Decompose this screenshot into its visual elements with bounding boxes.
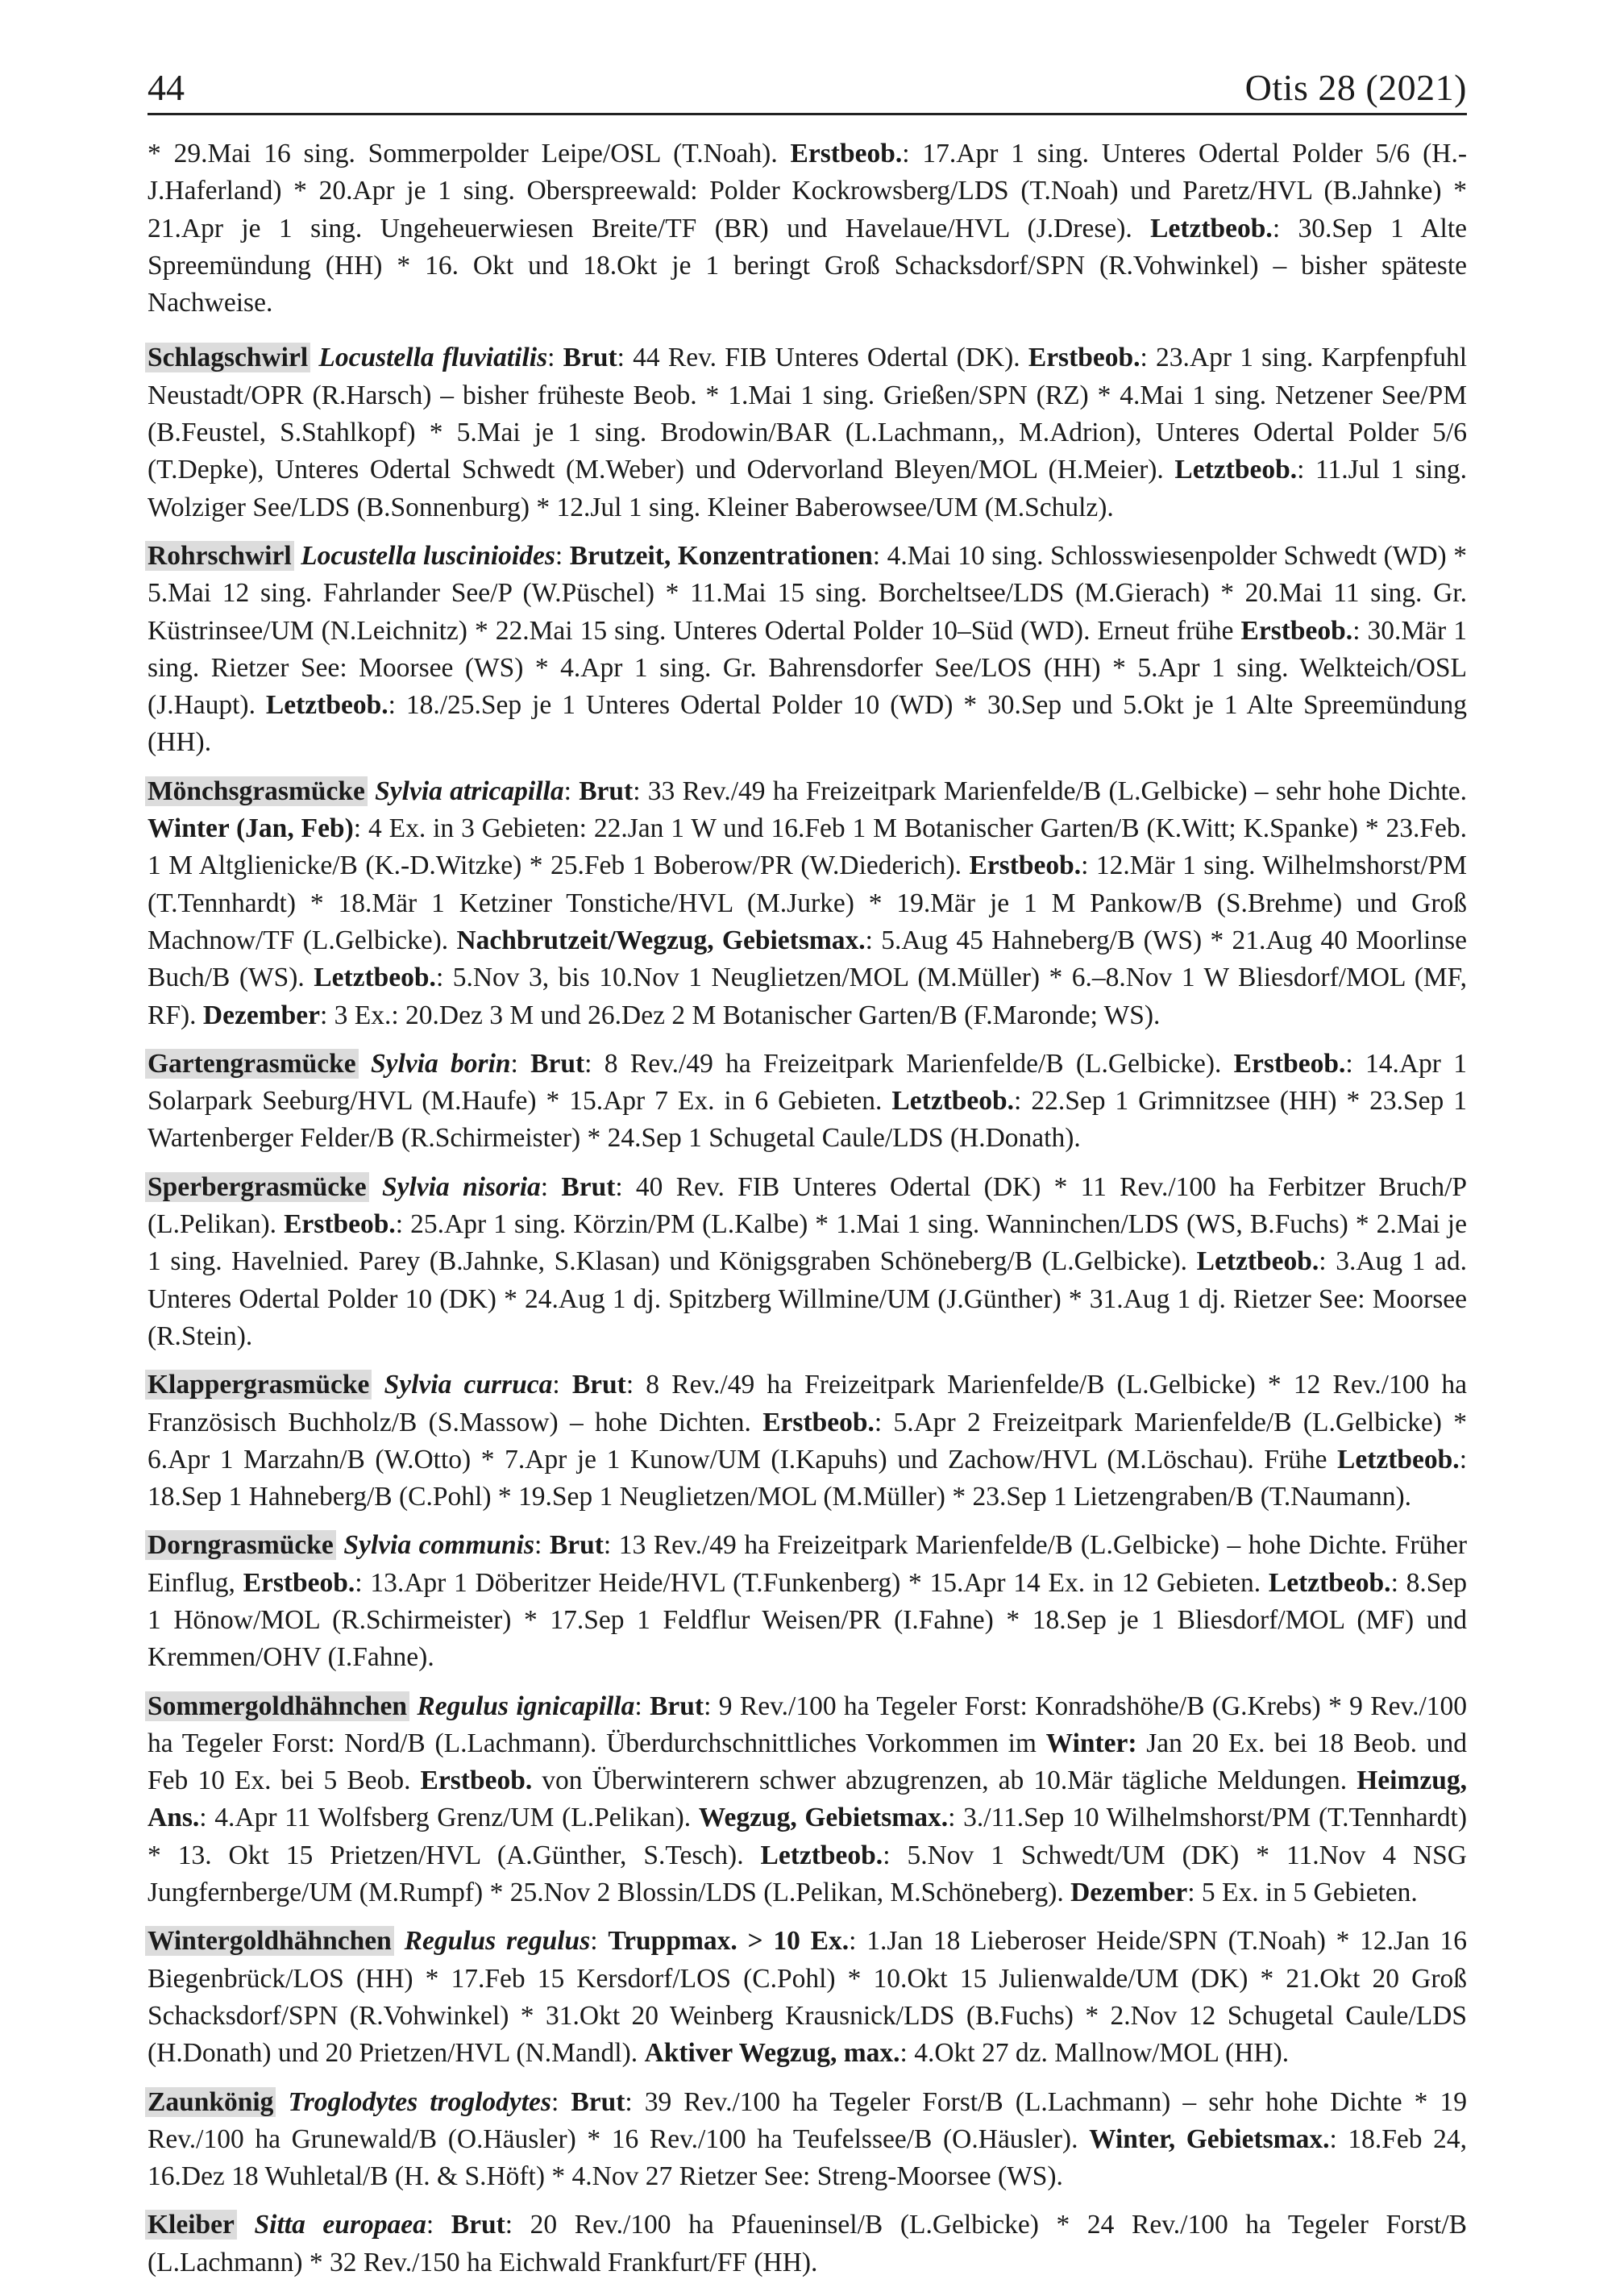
species-name: Gartengrasmücke xyxy=(145,1049,359,1079)
entry-text: : xyxy=(563,776,580,806)
entry-text: : 5.Apr 2 Freizeitpark Marienfelde/B (L.Gelbicke) * 6.Apr 1 Marzahn/B (W.Otto) * 7.Apr je 1 Kunow/UM (I.Kapuhs) und Zachow/HVL (M.Löschau). Frühe xyxy=(147,1407,1467,1475)
entry-text: : 8 Rev./49 ha Freizeitpark Marienfelde/B (L.Gelbicke) * 12 Rev./100 ha Französisch Buchholz/B (S.Massow) – hohe Dichten. xyxy=(147,1370,1468,1437)
latin-name: Sylvia communis xyxy=(343,1530,534,1561)
section-keyword: Brut xyxy=(563,343,617,373)
species-entry xyxy=(147,1046,1467,1158)
species-entry xyxy=(147,339,1467,526)
journal-title: Otis 28 (2021) xyxy=(1244,67,1467,108)
species-entry xyxy=(147,2084,1467,2196)
article-body xyxy=(147,135,1467,2293)
section-keyword: Winter: xyxy=(1045,1728,1137,1758)
section-keyword: Erstbeob. xyxy=(1240,615,1353,646)
species-entry xyxy=(147,135,1467,322)
entry-text xyxy=(237,2210,255,2240)
species-name: Sperbergrasmücke xyxy=(145,1172,369,1202)
section-keyword: Erstbeob. xyxy=(969,851,1082,881)
species-entry xyxy=(147,2207,1467,2281)
entry-text: : 44 Rev. FIB Unteres Odertal (DK). xyxy=(617,343,1028,373)
latin-name: Locustella luscinioides xyxy=(301,540,555,571)
entry-text: : 18.Sep 1 Hahneberg/B (C.Pohl) * 19.Sep 1 Neuglietzen/MOL (M.Müller) * 23.Sep 1 Lietzengraben/B (T.Naumann). xyxy=(147,1444,1467,1512)
entry-text: : 12.Mär 1 sing. Wilhelmshorst/PM (T.Tennhardt) * 18.Mär 1 Ketziner Tonstiche/HVL (M.Jurke) * 19.Mär je 1 M Pankow/B (S.Brehme) und Groß Machnow/TF (L.Gelbicke). xyxy=(147,851,1467,955)
entry-text: : 17.Apr 1 sing. Unteres Odertal Polder 5/6 (H.-J.Haferland) * 20.Apr je 1 sing. Oberspreewald: Polder Kockrowsberg/LDS (T.Noah) und Paretz/HVL (B.Jahnke) * 21.Apr je 1 sing. Ungeheuerwiesen Breite/TF (BR) und Havelaue/HVL (J.Drese). xyxy=(147,139,1468,243)
entry-text xyxy=(409,1691,417,1721)
species-name: Zaunkönig xyxy=(145,2087,276,2117)
entry-text xyxy=(310,343,318,372)
entry-text: * 29.Mai 16 sing. Sommerpolder Leipe/OSL (T.Noah). xyxy=(147,139,791,168)
species-entry xyxy=(147,538,1467,762)
section-keyword: Brut xyxy=(571,1370,626,1400)
entry-text: : xyxy=(534,1530,550,1561)
entry-text: : 33 Rev./49 ha Freizeitpark Marienfelde/B (L.Gelbicke) – sehr hohe Dichte. xyxy=(633,776,1467,806)
latin-name: Regulus ignicapilla xyxy=(417,1691,635,1721)
section-keyword: Dezember xyxy=(202,1000,320,1030)
entry-text: : 5.Nov 1 Schwedt/UM (DK) * 11.Nov 4 NSG Jungfernberge/UM (M.Rumpf) * 25.Nov 2 Blossin/LDS (L.Pelikan, M.Schöneberg). xyxy=(147,1840,1467,1908)
section-keyword: Wegzug, Gebietsmax. xyxy=(698,1803,949,1833)
entry-text: : 4.Mai 10 sing. Schlosswiesenpolder Schwedt (WD) * 5.Mai 12 sing. Fahrlander See/P (W.Püschel) * 11.Mai 15 sing. Borcheltsee/LDS (M.Gierach) * 20.Mai 11 sing. Gr. Küstrinsee/UM (N.Leichnitz) * 22.Mai 15 sing. Unteres Odertal Polder 10–Süd (WD). Erneut frühe xyxy=(147,540,1467,646)
entry-text: : 40 Rev. FIB Unteres Odertal (DK) * 11 Rev./100 ha Ferbitzer Bruch/P (L.Pelikan). xyxy=(147,1171,1468,1240)
section-keyword: Brut xyxy=(561,1171,616,1202)
section-keyword: Heimzug, Ans. xyxy=(147,1766,1467,1833)
entry-text: von Überwinterern schwer abzugrenzen, ab 10.Mär tägliche Meldungen. xyxy=(532,1766,1357,1796)
entry-text: : 39 Rev./100 ha Tegeler Forst/B (L.Lachmann) – sehr hohe Dichte * 19 Rev./100 ha Grunewald/B (O.Häusler) * 16 Rev./100 ha Teufelssee/B (O.Häusler). xyxy=(147,2086,1467,2154)
section-keyword: Brut xyxy=(650,1691,704,1721)
entry-text: : 5.Aug 45 Hahneberg/B (WS) * 21.Aug 40 Moorlinse Buch/B (WS). xyxy=(147,925,1467,993)
species-name: Sommergoldhähnchen xyxy=(145,1691,409,1721)
entry-text: : 25.Apr 1 sing. Körzin/PM (L.Kalbe) * 1.Mai 1 sing. Wanninchen/LDS (WS, B.Fuchs) * 2.Mai je 1 sing. Havelnied. Parey (B.Jahnke, S.Klasan) und Königsgraben Schöneberg/B (L.Gelbicke). xyxy=(147,1209,1467,1277)
entry-text: : 13 Rev./49 ha Freizeitpark Marienfelde/B (L.Gelbicke) – hohe Dichte. Früher Einflug, xyxy=(147,1530,1467,1598)
entry-text xyxy=(394,1926,405,1956)
species-entry xyxy=(147,773,1467,1034)
entry-text: : 8 Rev./49 ha Freizeitpark Marienfelde/B (L.Gelbicke). xyxy=(584,1048,1234,1079)
section-keyword: Brut xyxy=(571,2086,625,2117)
section-keyword: Erstbeob. xyxy=(284,1209,396,1240)
latin-name: Sitta europaea xyxy=(254,2210,426,2240)
entry-text: : 3 Ex.: 20.Dez 3 M und 26.Dez 2 M Botanischer Garten/B (F.Maronde; WS). xyxy=(319,1000,1161,1030)
entry-text: : 3.Aug 1 ad. Unteres Odertal Polder 10 (DK) * 24.Aug 1 dj. Spitzberg Willmine/UM (J.Günther) * 31.Aug 1 dj. Rietzer See: Moorsee (R.Stein). xyxy=(147,1246,1467,1351)
entry-text: : 4.Apr 11 Wolfsberg Grenz/UM (L.Pelikan). xyxy=(199,1803,699,1833)
entry-text: : 30.Sep 1 Alte Spreemündung (HH) * 16. Okt und 18.Okt je 1 beringt Groß Schacksdorf/SPN (R.Vohwinkel) – bisher späteste Nachweise. xyxy=(147,213,1468,318)
section-keyword: Brut xyxy=(451,2210,505,2240)
section-keyword: Letztbeob. xyxy=(1268,1567,1391,1598)
latin-name: Sylvia curruca xyxy=(384,1370,553,1400)
species-name: Klappergrasmücke xyxy=(145,1370,372,1400)
section-keyword: Erstbeob. xyxy=(1028,343,1140,373)
entry-text xyxy=(359,1049,371,1079)
section-keyword: Letztbeob. xyxy=(265,690,388,721)
entry-text: : 18.Feb 24, 16.Dez 18 Wuhletal/B (H. & S.Höft) * 4.Nov 27 Rietzer See: Streng-Moorsee (WS). xyxy=(147,2123,1468,2192)
entry-text: : 4 Ex. in 3 Gebieten: 22.Jan 1 W und 16.Feb 1 M Botanischer Garten/B (K.Witt; K.Spanke) * 23.Feb. 1 M Altglienicke/B (K.-D.Witzke) * 25.Feb 1 Boberow/PR (W.Diederich). xyxy=(147,813,1468,881)
entry-text: : 20 Rev./100 ha Pfaueninsel/B (L.Gelbicke) * 24 Rev./100 ha Tegeler Forst/B (L.Lachmann) * 32 Rev./150 ha Eichwald Frankfurt/FF (HH). xyxy=(147,2210,1467,2277)
section-keyword: Letztbeob. xyxy=(760,1840,883,1870)
section-keyword: Erstbeob. xyxy=(420,1766,533,1796)
entry-text: : xyxy=(550,2086,571,2117)
entry-text: Jan 20 Ex. bei 18 Beob. und Feb 10 Ex. bei 5 Beob. xyxy=(147,1728,1467,1796)
entry-text: : 14.Apr 1 Solarpark Seeburg/HVL (M.Haufe) * 15.Apr 7 Ex. in 6 Gebieten. xyxy=(147,1048,1468,1117)
entry-text xyxy=(368,776,375,806)
entry-text: : xyxy=(510,1048,531,1079)
species-name: Kleiber xyxy=(145,2210,237,2240)
section-keyword: Winter, Gebietsmax. xyxy=(1089,2123,1330,2154)
latin-name: Regulus regulus xyxy=(404,1926,591,1957)
section-keyword: Aktiver Wegzug, max. xyxy=(644,2038,900,2069)
entry-text: : 22.Sep 1 Grimnitzsee (HH) * 23.Sep 1 Wartenberger Felder/B (R.Schirmeister) * 24.Sep 1 Schugetal Caule/LDS (H.Donath). xyxy=(147,1086,1467,1154)
section-keyword: Letztbeob. xyxy=(1150,213,1273,243)
species-entry xyxy=(147,1366,1467,1516)
entry-text: : xyxy=(590,1926,609,1957)
entry-text xyxy=(372,1370,384,1400)
section-keyword: Erstbeob. xyxy=(243,1567,355,1598)
entry-text: : 3./11.Sep 10 Wilhelmshorst/PM (T.Tennhardt) * 13. Okt 15 Prietzen/HVL (A.Günther, S.Tesch). xyxy=(147,1803,1467,1870)
entry-text: : xyxy=(555,540,570,571)
entry-text: : 5 Ex. in 5 Gebieten. xyxy=(1187,1878,1418,1908)
section-keyword: Nachbrutzeit/Wegzug, Gebietsmax. xyxy=(456,925,866,955)
entry-text: : xyxy=(540,1171,562,1202)
entry-text: : 13.Apr 1 Döberitzer Heide/HVL (T.Funkenberg) * 15.Apr 14 Ex. in 12 Gebieten. xyxy=(355,1567,1269,1598)
running-header xyxy=(147,61,1467,115)
species-entry xyxy=(147,1688,1467,1912)
section-keyword: Erstbeob. xyxy=(762,1407,875,1437)
section-keyword: Letztbeob. xyxy=(1174,455,1298,485)
entry-text: : 11.Jul 1 sing. Wolziger See/LDS (B.Sonnenburg) * 12.Jul 1 sing. Kleiner Baberowsee/UM (M.Schulz). xyxy=(147,455,1467,522)
section-keyword: Letztbeob. xyxy=(314,963,436,993)
latin-name: Sylvia atricapilla xyxy=(375,776,564,806)
section-keyword: Truppmax. > 10 Ex. xyxy=(608,1926,850,1957)
section-keyword: Brut xyxy=(579,776,634,806)
section-keyword: Brutzeit, Konzentrationen xyxy=(569,540,873,571)
section-keyword: Dezember xyxy=(1070,1878,1188,1908)
species-entry xyxy=(147,1169,1467,1355)
section-keyword: Winter (Jan, Feb) xyxy=(147,813,354,844)
entry-text: : 23.Apr 1 sing. Karpfenpfuhl Neustadt/OPR (R.Harsch) – bisher früheste Beob. * 1.Mai 1 sing. Grießen/SPN (RZ) * 4.Mai 1 sing. Netzener See/PM (B.Feustel, S.Stahlkopf) * 5.Mai je 1 sing. Brodowin/BAR (L.Lachmann,, M.Adrion), Unteres Odertal Polder 5/6 (T.Depke), Unteres Odertal Schwedt (M.Weber) und Odervorland Bleyen/MOL (H.Meier). xyxy=(147,343,1468,485)
entry-text xyxy=(369,1172,382,1202)
species-entry xyxy=(147,1527,1467,1676)
entry-text: : 9 Rev./100 ha Tegeler Forst: Konradshöhe/B (G.Krebs) * 9 Rev./100 ha Tegeler Forst: Nord/B (L.Lachmann). Überdurchschnittliches Vorkommen im xyxy=(147,1691,1468,1758)
entry-text: : 5.Nov 3, bis 10.Nov 1 Neuglietzen/MOL (M.Müller) * 6.–8.Nov 1 W Bliesdorf/MOL (MF, RF). xyxy=(147,963,1467,1030)
entry-text: : xyxy=(426,2210,451,2240)
species-name: Wintergoldhähnchen xyxy=(145,1926,394,1956)
latin-name: Locustella fluviatilis xyxy=(318,343,548,373)
species-entry xyxy=(147,1923,1467,2072)
entry-text: : xyxy=(634,1691,650,1721)
entry-text: : 30.Mär 1 sing. Rietzer See: Moorsee (WS) * 4.Apr 1 sing. Gr. Bahrensdorfer See/LOS (HH) * 5.Apr 1 sing. Welkteich/OSL (J.Haupt). xyxy=(147,615,1467,721)
species-name: Dorngrasmücke xyxy=(145,1530,336,1560)
section-keyword: Brut xyxy=(549,1530,604,1561)
section-keyword: Letztbeob. xyxy=(891,1086,1015,1117)
section-keyword: Erstbeob. xyxy=(790,139,903,168)
entry-text: : 18./25.Sep je 1 Unteres Odertal Polder 10 (WD) * 30.Sep und 5.Okt je 1 Alte Spreemündung (HH). xyxy=(147,690,1467,758)
entry-text: : 8.Sep 1 Hönow/MOL (R.Schirmeister) * 17.Sep 1 Feldflur Weisen/PR (I.Fahne) * 18.Sep je 1 Bliesdorf/MOL (MF) und Kremmen/OHV (I.Fahne). xyxy=(147,1567,1467,1673)
latin-name: Sylvia nisoria xyxy=(381,1171,541,1202)
entry-text: : xyxy=(547,343,563,373)
species-name: Mönchsgrasmücke xyxy=(145,776,368,806)
page-number: 44 xyxy=(147,67,185,108)
section-keyword: Brut xyxy=(530,1048,585,1079)
entry-text xyxy=(336,1530,344,1560)
entry-text: : xyxy=(552,1370,572,1400)
latin-name: Sylvia borin xyxy=(370,1048,511,1079)
latin-name: Troglodytes troglodytes xyxy=(288,2086,551,2117)
entry-text xyxy=(276,2087,288,2117)
section-keyword: Erstbeob. xyxy=(1233,1048,1346,1079)
species-name: Rohrschwirl xyxy=(145,541,294,571)
section-keyword: Letztbeob. xyxy=(1196,1246,1319,1277)
entry-text: : 1.Jan 18 Lieberoser Heide/SPN (T.Noah) * 12.Jan 16 Biegenbrück/LOS (HH) * 17.Feb 15 Kersdorf/LOS (C.Pohl) * 10.Okt 15 Julienwalde/UM (DK) * 21.Okt 20 Groß Schacksdorf/SPN (R.Vohwinkel) * 31.Okt 20 Weinberg Krausnick/LDS (B.Fuchs) * 2.Nov 12 Schugetal Caule/LDS (H.Donath) und 20 Prietzen/HVL (N.Mandl). xyxy=(147,1926,1468,2069)
species-name: Schlagschwirl xyxy=(145,343,310,372)
entry-text: : 4.Okt 27 dz. Mallnow/MOL (HH). xyxy=(899,2038,1290,2069)
section-keyword: Letztbeob. xyxy=(1337,1444,1460,1475)
entry-text xyxy=(294,541,301,571)
